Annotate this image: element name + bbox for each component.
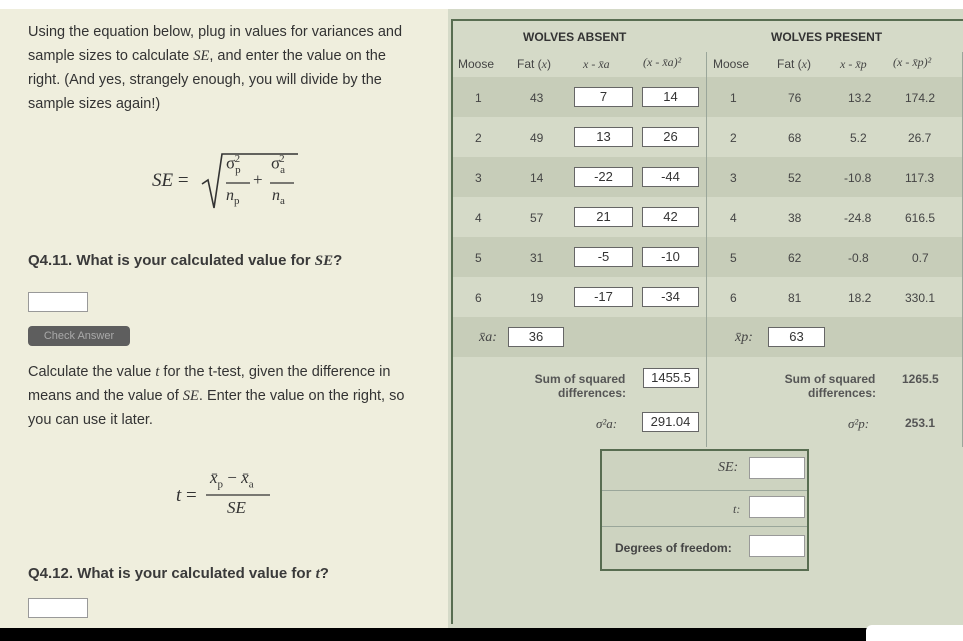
t-result-label: t: bbox=[733, 502, 741, 516]
present-var-label: σ²p: bbox=[848, 416, 870, 431]
absent-dev-cell[interactable]: -22 bbox=[574, 167, 633, 187]
t-instructions-text: Calculate the value t for the t-test, given the difference in means and the value of SE. Enter the value on the right, so you can use it later. bbox=[28, 364, 405, 428]
check-answer-button[interactable]: Check Answer bbox=[28, 326, 130, 346]
absent-sq-cell[interactable]: -44 bbox=[642, 167, 699, 187]
se-answer-input[interactable] bbox=[28, 292, 88, 312]
absent-var-label: σ²a: bbox=[596, 416, 618, 431]
table-row: 3 bbox=[475, 171, 482, 185]
absent-col-fat: Fat (x) bbox=[517, 57, 551, 71]
sigma-p-squared: $\sigma_p^2$ bbox=[226, 153, 241, 177]
absent-var-cell[interactable]: 291.04 bbox=[642, 412, 699, 432]
intro-text: Using the equation below, plug in values for variances and sample sizes to calculate SE, and enter the value on the right. (And yes, strangely enough, you will divide by the sample sizes again!) bbox=[28, 24, 403, 112]
absent-title: WOLVES ABSENT bbox=[523, 30, 627, 44]
question-se: Q4.11. What is your calculated value for SE? bbox=[28, 252, 343, 269]
t-result-input[interactable] bbox=[749, 496, 805, 518]
present-ss-value: 1265.5 bbox=[902, 372, 939, 386]
absent-dev-cell[interactable]: -17 bbox=[574, 287, 633, 307]
table-row: 2 bbox=[475, 131, 482, 145]
sigma-a-squared: $\sigma_a^2$ bbox=[271, 153, 286, 177]
absent-mean-cell[interactable]: 36 bbox=[508, 327, 564, 347]
present-col-sq: (x - x̄p)² bbox=[893, 55, 932, 69]
absent-sq-cell[interactable]: 14 bbox=[642, 87, 699, 107]
se-result-input[interactable] bbox=[749, 457, 805, 479]
absent-ss-label: Sum of squared differences: bbox=[534, 372, 627, 400]
present-ss-label: Sum of squared differences: bbox=[784, 372, 877, 400]
absent-col-dev: x - x̄a bbox=[583, 57, 610, 71]
table-row: 3 bbox=[730, 171, 737, 185]
table-row: 5 bbox=[730, 251, 737, 265]
table-row: 2 bbox=[730, 131, 737, 145]
bottom-bar bbox=[0, 628, 963, 641]
present-col-moose: Moose bbox=[713, 57, 750, 71]
absent-dev-cell[interactable]: 7 bbox=[574, 87, 633, 107]
absent-ss-cell[interactable]: 1455.5 bbox=[643, 368, 699, 388]
present-title: WOLVES PRESENT bbox=[771, 30, 883, 44]
absent-mean-label: x̄a: bbox=[479, 330, 497, 345]
top-strip bbox=[0, 0, 963, 9]
table-row: 6 bbox=[475, 291, 482, 305]
present-var-value: 253.1 bbox=[905, 416, 936, 430]
table-row: 5 bbox=[475, 251, 482, 265]
table-row: 4 bbox=[475, 211, 482, 225]
n-p: $n_p$ bbox=[226, 187, 240, 208]
absent-sq-cell[interactable]: -34 bbox=[642, 287, 699, 307]
table-row: 6 bbox=[730, 291, 737, 305]
question-t: Q4.12. What is your calculated value for t? bbox=[28, 565, 329, 582]
df-label: Degrees of freedom: bbox=[615, 541, 732, 555]
n-a: $n_a$ bbox=[272, 187, 285, 208]
present-col-fat: Fat (x) bbox=[777, 57, 811, 71]
absent-sq-cell[interactable]: -10 bbox=[642, 247, 699, 267]
bottom-corner bbox=[866, 625, 963, 641]
absent-sq-cell[interactable]: 42 bbox=[642, 207, 699, 227]
absent-col-sq: (x - x̄a)² bbox=[643, 55, 682, 69]
table-row: 1 bbox=[475, 91, 482, 105]
absent-col-moose: Moose bbox=[458, 57, 495, 71]
present-mean-label: x̄p: bbox=[735, 330, 753, 345]
present-col-dev: x - x̄p bbox=[840, 57, 867, 71]
table-row: 1 bbox=[730, 91, 737, 105]
table-row: 4 bbox=[730, 211, 737, 225]
absent-dev-cell[interactable]: 21 bbox=[574, 207, 633, 227]
absent-dev-cell[interactable]: -5 bbox=[574, 247, 633, 267]
absent-dev-cell[interactable]: 13 bbox=[574, 127, 633, 147]
df-input[interactable] bbox=[749, 535, 805, 557]
se-result-label: SE: bbox=[718, 460, 739, 475]
present-mean-cell[interactable]: 63 bbox=[768, 327, 825, 347]
absent-sq-cell[interactable]: 26 bbox=[642, 127, 699, 147]
t-answer-input[interactable] bbox=[28, 598, 88, 618]
